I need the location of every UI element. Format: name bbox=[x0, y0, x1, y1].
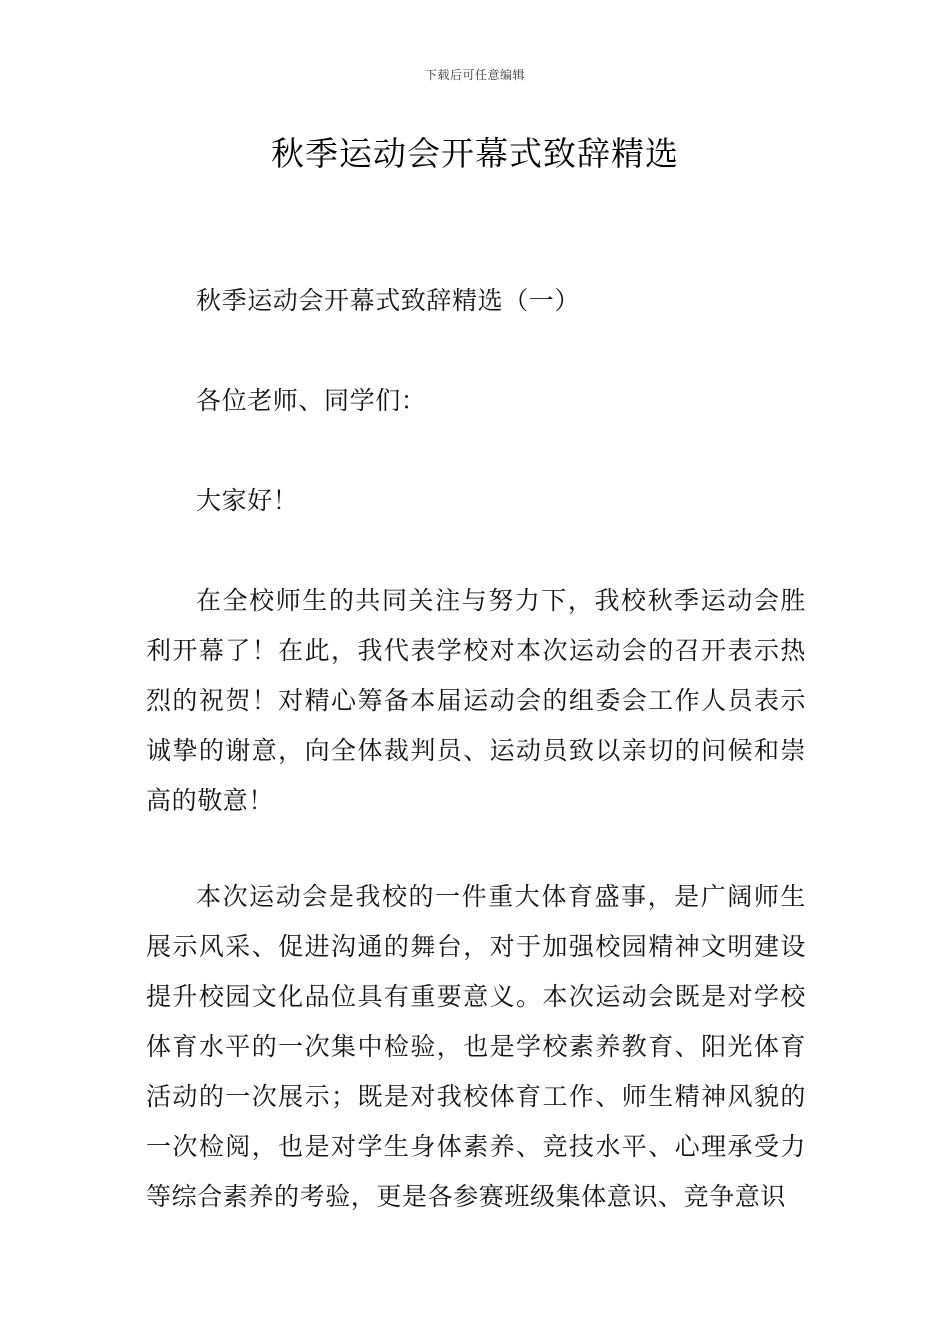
section-subtitle: 秋季运动会开幕式致辞精选（一） bbox=[196, 286, 581, 315]
salutation: 各位老师、同学们： bbox=[196, 386, 427, 415]
document-title: 秋季运动会开幕式致辞精选 bbox=[271, 134, 679, 173]
greeting: 大家好！ bbox=[196, 486, 299, 515]
header-note: 下载后可任意编辑 bbox=[424, 68, 525, 82]
body-paragraph-1: 在全校师生的共同关注与努力下，我校秋季运动会胜利开幕了！在此，我代表学校对本次运动会的召开表示热烈的祝贺！对精心筹备本届运动会的组委会工作人员表示诚挚的谢意，向全体裁判员、运动员致以亲切的问候和崇高的敬意！ bbox=[146, 586, 806, 815]
body-paragraph-2: 本次运动会是我校的一件重大体育盛事，是广阔师生展示风采、促进沟通的舞台，对于加强校园精神文明建设提升校园文化品位具有重要意义。本次运动会既是对学校体育水平的一次集中检验，也是学校素养教育、阳光体育活动的一次展示；既是对我校体育工作、师生精神风貌的一次检阅，也是对学生身体素养、竞技水平、心理承受力等综合素养的考验，更是各参赛班级集体意识、竞争意识 bbox=[146, 882, 806, 1211]
